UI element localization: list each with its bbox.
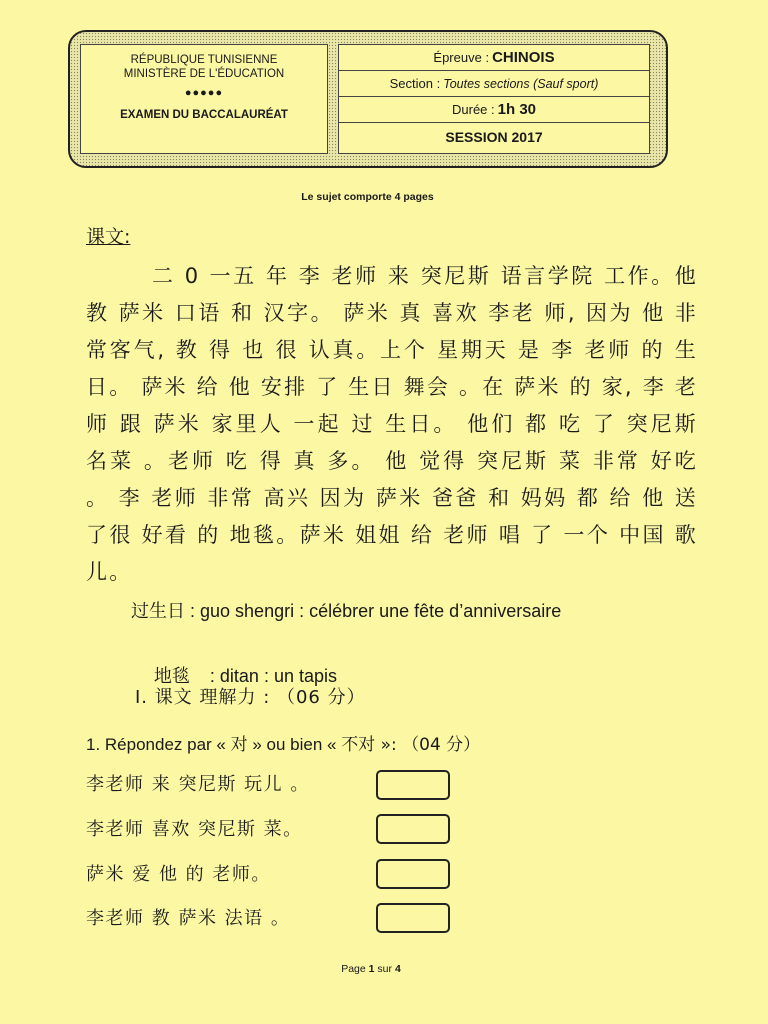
header-exam-info bbox=[338, 44, 650, 154]
vocab-meaning: : un tapis bbox=[258, 666, 337, 686]
vocab-meaning: : célébrer une fête d’anniversaire bbox=[294, 601, 562, 621]
answer-box[interactable] bbox=[376, 770, 450, 800]
question-suffix: »: （04 分） bbox=[375, 735, 481, 755]
sur-label: sur bbox=[377, 963, 393, 975]
page-number: 1 bbox=[368, 963, 375, 975]
epreuve-label: Épreuve : bbox=[433, 50, 490, 65]
session-label: SESSION 2017 bbox=[445, 129, 543, 145]
vocab-item bbox=[131, 597, 561, 623]
question-1 bbox=[86, 730, 480, 755]
republic-label: RÉPUBLIQUE TUNISIENNE bbox=[130, 54, 278, 66]
duree-label: Durée : bbox=[452, 102, 495, 117]
tf-statement: 李老师 来 突尼斯 玩儿 。 bbox=[86, 774, 310, 795]
page-count-note: Le sujet comporte 4 pages bbox=[301, 191, 434, 203]
text-heading: 课文: bbox=[86, 226, 131, 248]
answer-box[interactable] bbox=[376, 903, 450, 933]
tf-statement: 李老师 喜欢 突尼斯 菜。 bbox=[86, 819, 303, 840]
vocab-term: 过生日 bbox=[131, 601, 185, 622]
page-footer bbox=[0, 963, 742, 975]
answer-false-label: 不对 bbox=[341, 735, 376, 755]
section-value: Toutes sections (Sauf sport) bbox=[443, 76, 599, 91]
section-label: Section : bbox=[389, 76, 441, 91]
section-row bbox=[339, 71, 649, 97]
page-total: 4 bbox=[394, 963, 401, 975]
section-title: Ⅰ. 课文 理解力 : （06 分） bbox=[135, 687, 366, 708]
question-mid: » ou bien « bbox=[247, 735, 342, 754]
dots-decoration: ●●●●● bbox=[184, 87, 224, 99]
answer-true-label: 对 bbox=[230, 735, 248, 755]
vocab-pinyin: ditan bbox=[219, 666, 259, 686]
exam-label: EXAMEN DU BACCALAURÉAT bbox=[120, 109, 288, 121]
header-institution bbox=[80, 44, 328, 154]
vocab-term: 地毯 bbox=[153, 666, 190, 687]
duree-row bbox=[339, 97, 649, 123]
reading-passage: 二 0 一五 年 李 老师 来 突尼斯 语言学院 工作。他 教 萨米 口语 和 汉字。 萨米 真 喜欢 李老 师, 因为 他 非常客气, 教 得 也 很 认真。上个 星期天 是 李 老师 的 生日。 萨米 给 他 安排 了 生日 舞会 。在 萨米 的 家, 李 老师 跟 萨米 家里人 一起 过 生日。 他们 都 吃 了 突尼斯 名菜 。老师 吃 得 真 多。 他 觉得 突尼斯 菜 非常 好吃 。 李 老师 非常 高兴 因为 萨米 爸爸 和 妈妈 都 给 他 送 了很 好看 的 地毯。萨米 姐姐 给 老师 唱 了 一个 中国 歌儿。 bbox=[86, 264, 698, 584]
session-row bbox=[339, 123, 649, 151]
question-prefix: 1. Répondez par « bbox=[86, 735, 231, 754]
epreuve-row bbox=[339, 45, 649, 71]
vocab-pinyin: guo shengri bbox=[200, 601, 295, 621]
epreuve-value: CHINOIS bbox=[492, 49, 555, 66]
duree-value: 1h 30 bbox=[497, 101, 536, 118]
tf-statement: 李老师 教 萨米 法语 。 bbox=[86, 908, 291, 929]
answer-box[interactable] bbox=[376, 859, 450, 889]
page-label: Page bbox=[341, 963, 366, 975]
tf-statement: 萨米 爱 他 的 老师。 bbox=[86, 864, 271, 885]
exam-header bbox=[68, 30, 668, 168]
vocab-sep: : bbox=[189, 666, 220, 686]
ministry-label: MINISTÈRE DE L'ÉDUCATION bbox=[123, 68, 285, 80]
answer-box[interactable] bbox=[376, 814, 450, 844]
vocab-sep: : bbox=[185, 601, 201, 621]
